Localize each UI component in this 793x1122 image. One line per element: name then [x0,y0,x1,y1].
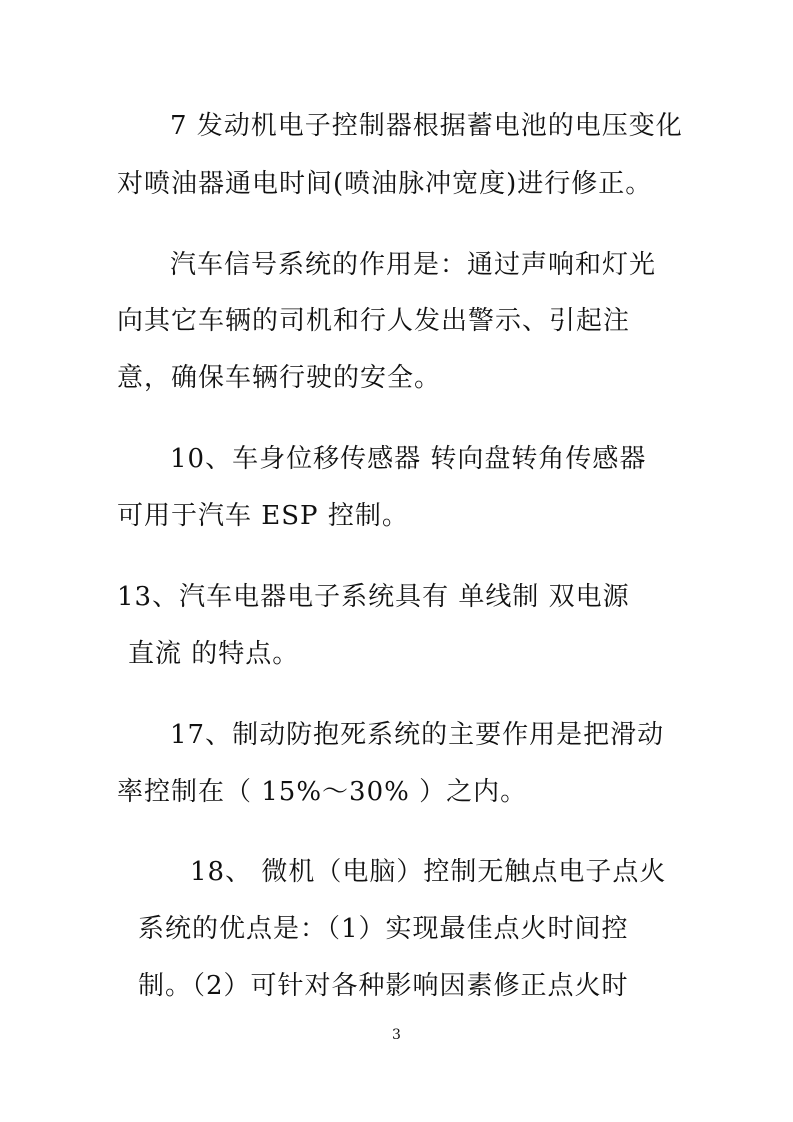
text-line: 直流 的特点。 [128,639,300,669]
page-number: 3 [392,1027,401,1043]
text-line: 对喷油器通电时间(喷油脉冲宽度)进行修正。 [117,169,653,199]
text-line: 10、车身位移传感器 转向盘转角传感器 [170,444,647,474]
text-line: 向其它车辆的司机和行人发出警示、引起注 [117,306,631,336]
text-line: 制。（2）可针对各种影响因素修正点火时 [138,971,629,1001]
text-line: 意，确保车辆行驶的安全。 [117,363,442,393]
text-line: 率控制在（ 15%～30% ）之内。 [117,777,528,807]
text-line: 18、 微机（电脑）控制无触点电子点火 [190,857,667,887]
text-line: 13、汽车电器电子系统具有 单线制 双电源 [117,582,630,612]
text-line: 汽车信号系统的作用是：通过声响和灯光 [170,250,657,280]
text-line: 17、制动防抱死系统的主要作用是把滑动 [170,720,665,750]
text-line: 系统的优点是：（1）实现最佳点火时间控 [138,914,629,944]
text-line: 可用于汽车 ESP 控制。 [117,501,409,531]
text-line: 7 发动机电子控制器根据蓄电池的电压变化 [170,111,683,141]
